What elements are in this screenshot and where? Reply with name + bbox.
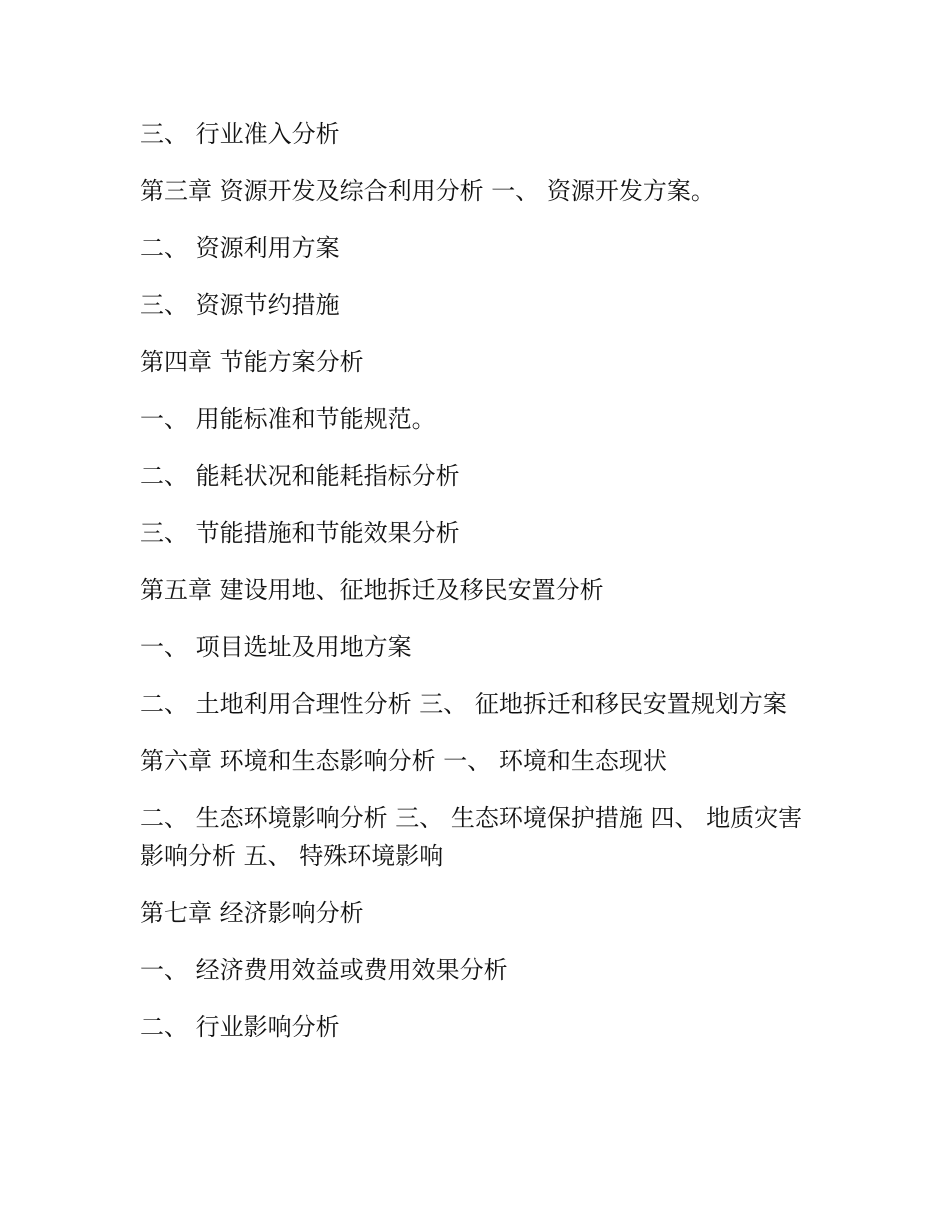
text-line: 二、 资源利用方案 [140, 234, 340, 262]
text-line: 第四章 节能方案分析 [140, 348, 364, 376]
text-line: 二、 生态环境影响分析 三、 生态环境保护措施 四、 地质灾害影响分析 五、 特殊环境影响 [140, 804, 803, 870]
text-line: 第六章 环境和生态影响分析 一、 环境和生态现状 [140, 747, 667, 775]
text-line: 第三章 资源开发及综合利用分析 一、 资源开发方案。 [140, 177, 715, 205]
text-line: 二、 能耗状况和能耗指标分析 [140, 462, 460, 490]
text-line: 三、 资源节约措施 [140, 291, 340, 319]
document-content [140, 115, 805, 1065]
text-line: 第五章 建设用地、征地拆迁及移民安置分析 [140, 576, 604, 604]
text-line: 三、 节能措施和节能效果分析 [140, 519, 460, 547]
text-line: 一、 项目选址及用地方案 [140, 633, 412, 661]
text-line: 一、 用能标准和节能规范。 [140, 405, 436, 433]
text-line: 三、 行业准入分析 [140, 120, 340, 148]
text-line: 二、 土地利用合理性分析 三、 征地拆迁和移民安置规划方案 [140, 690, 787, 718]
text-line: 第七章 经济影响分析 [140, 899, 364, 927]
text-line: 一、 经济费用效益或费用效果分析 [140, 956, 508, 984]
text-line: 二、 行业影响分析 [140, 1013, 340, 1041]
